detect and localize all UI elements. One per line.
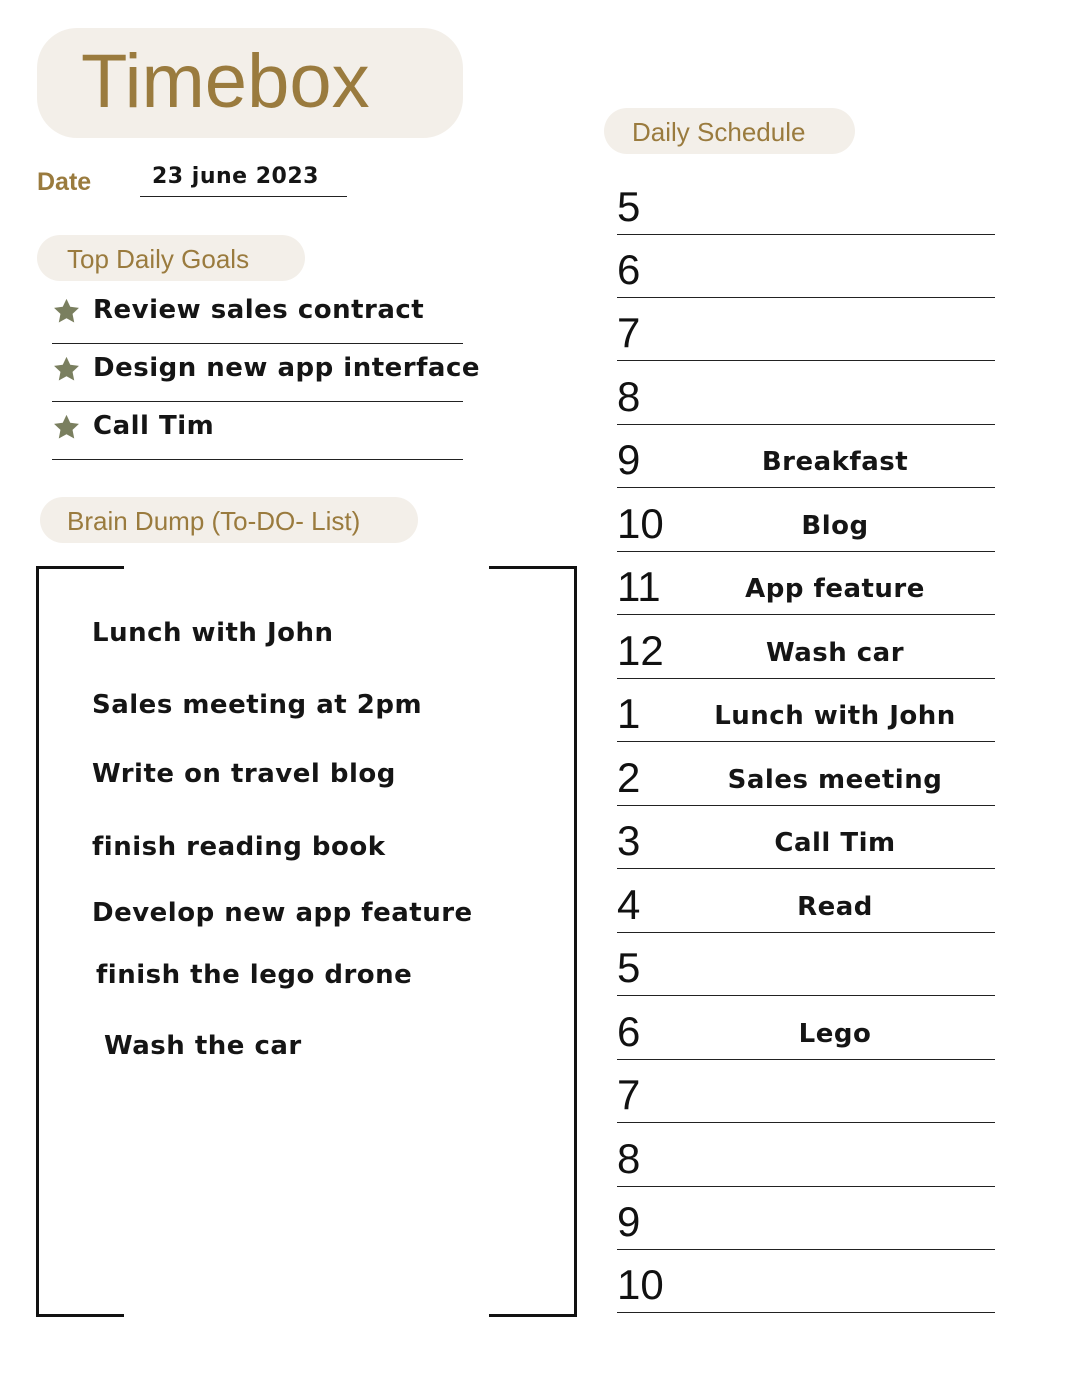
schedule-slot[interactable] (617, 424, 995, 488)
goal-item[interactable] (52, 285, 463, 344)
slot-hour: 9 (617, 1198, 641, 1245)
slot-hour: 5 (617, 944, 641, 991)
slot-hour: 11 (617, 563, 661, 610)
slot-activity: Lego (798, 1019, 872, 1049)
goal-text: Design new app interface (93, 353, 481, 383)
schedule-heading: Daily Schedule (632, 117, 806, 147)
slot-activity: Breakfast (761, 447, 909, 477)
slot-hour: 3 (617, 817, 641, 864)
todo-item[interactable]: Write on travel blog (92, 759, 396, 789)
slot-hour: 10 (617, 1261, 664, 1308)
brain-dump-bracket-right (489, 566, 577, 1317)
slot-hour: 6 (617, 246, 641, 293)
schedule-slot[interactable] (617, 1123, 995, 1187)
slot-hour: 4 (617, 881, 641, 928)
schedule-heading-pill (604, 108, 855, 154)
slot-hour: 7 (617, 309, 641, 356)
schedule-slot[interactable] (617, 1249, 995, 1313)
star-icon (52, 413, 81, 442)
slot-hour: 9 (617, 436, 641, 483)
goal-text: Call Tim (93, 411, 215, 441)
page-title: Timebox (81, 39, 370, 124)
goals-heading-pill (37, 235, 305, 281)
slot-activity: Lunch with John (714, 701, 956, 731)
slot-hour: 10 (617, 500, 664, 547)
slot-activity: App feature (745, 574, 925, 604)
todo-item[interactable]: finish reading book (92, 832, 386, 862)
slot-hour: 6 (617, 1008, 641, 1055)
date-value: 23 june 2023 (152, 164, 319, 189)
slot-hour: 7 (617, 1071, 641, 1118)
slot-hour: 5 (617, 183, 641, 230)
title-banner (37, 28, 463, 138)
slot-activity: Blog (801, 511, 869, 541)
schedule-slot[interactable] (617, 234, 995, 298)
schedule-slot[interactable] (617, 488, 995, 552)
todo-item[interactable]: finish the lego drone (96, 960, 413, 990)
brain-dump-heading-pill (40, 497, 418, 543)
slot-activity: Call Tim (774, 828, 896, 858)
schedule-slot[interactable] (617, 1186, 995, 1250)
todo-item[interactable]: Develop new app feature (92, 898, 473, 928)
date-field[interactable] (140, 160, 347, 197)
schedule-slot[interactable] (617, 678, 995, 742)
schedule-slot[interactable] (617, 171, 995, 235)
slot-hour: 2 (617, 754, 641, 801)
date-label: Date (37, 168, 92, 196)
goal-item[interactable] (52, 343, 481, 402)
slot-hour: 1 (617, 690, 641, 737)
schedule-slot[interactable] (617, 361, 995, 425)
schedule-slot[interactable] (617, 297, 995, 361)
slot-hour: 12 (617, 627, 664, 674)
slot-hour: 8 (617, 1135, 641, 1182)
star-icon (52, 355, 81, 384)
schedule-slot[interactable] (617, 551, 995, 615)
schedule-slot[interactable] (617, 996, 995, 1060)
slot-activity: Read (797, 892, 873, 922)
star-icon (52, 297, 81, 326)
schedule-slot[interactable] (617, 869, 995, 933)
goals-heading: Top Daily Goals (67, 244, 250, 274)
goal-item[interactable] (52, 401, 463, 460)
todo-item[interactable]: Sales meeting at 2pm (92, 690, 423, 720)
todo-item[interactable]: Lunch with John (92, 618, 334, 648)
slot-hour: 8 (617, 373, 641, 420)
schedule-slot[interactable] (617, 742, 995, 806)
goal-text: Review sales contract (93, 295, 425, 325)
todo-item[interactable]: Wash the car (104, 1031, 302, 1061)
schedule-slot[interactable] (617, 1059, 995, 1123)
schedule-slot[interactable] (617, 805, 995, 869)
schedule-slot[interactable] (617, 615, 995, 679)
slot-activity: Wash car (765, 638, 905, 668)
brain-dump-bracket-left (36, 566, 124, 1317)
slot-activity: Sales meeting (727, 765, 943, 795)
brain-dump-heading: Brain Dump (To-DO- List) (67, 506, 361, 536)
schedule-slot[interactable] (617, 932, 995, 996)
